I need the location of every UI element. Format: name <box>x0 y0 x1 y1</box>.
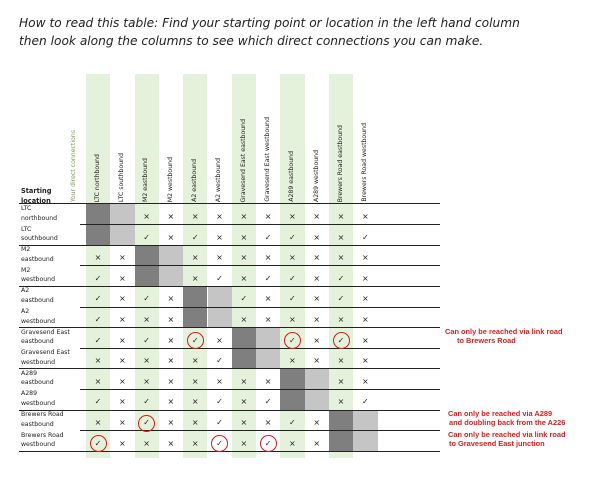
check-mark: ✓ <box>289 418 296 427</box>
highlight-circle <box>138 415 155 432</box>
cross-mark: × <box>264 315 272 324</box>
intro-text <box>19 14 589 50</box>
row-label-line-1: A289 <box>21 390 38 398</box>
check-mark: ✓ <box>240 294 248 304</box>
column-header-label: Gravesend East eastbound <box>239 118 247 202</box>
note-3-line-2: to Gravesend East junction <box>449 439 545 448</box>
self-connection-block <box>329 431 353 452</box>
check-mark: ✓ <box>191 232 199 242</box>
self-connection-block <box>305 369 329 390</box>
row-rule <box>19 451 440 452</box>
cross-mark: × <box>313 212 321 221</box>
cross-mark: × <box>216 335 223 345</box>
check-mark: ✓ <box>264 273 272 283</box>
column-header <box>208 78 232 202</box>
check-mark: ✓ <box>216 438 223 448</box>
row-label-line-2: eastbound <box>21 338 54 346</box>
check-mark: ✓ <box>337 335 345 345</box>
column-header-label: A289 eastbound <box>288 151 296 202</box>
check-mark: ✓ <box>94 294 102 304</box>
check-mark: ✓ <box>361 397 369 407</box>
note-3-line-1: Can only be reached via link road <box>448 430 566 439</box>
column-header-label: M2 westbound <box>166 156 174 202</box>
note-2-line-1: Can only be reached via A289 <box>448 409 553 418</box>
cross-mark: × <box>361 273 369 283</box>
cross-mark: × <box>143 315 150 324</box>
row-label-line-1: M2 <box>21 246 31 254</box>
column-header <box>159 78 183 202</box>
check-mark: ✓ <box>264 397 272 407</box>
row-label-line-2: westbound <box>21 399 56 407</box>
cross-mark: × <box>167 438 175 448</box>
cross-mark: × <box>191 212 199 221</box>
cross-mark: × <box>337 212 345 221</box>
cross-mark: × <box>240 273 248 283</box>
cross-mark: × <box>167 376 175 386</box>
intro-line-1: How to read this table: Find your starting point or location in the left hand column <box>19 16 520 30</box>
check-mark: ✓ <box>216 273 223 283</box>
intro-line-2: then look along the columns to see which direct connections you can make. <box>19 34 484 48</box>
highlight-circle <box>211 435 228 452</box>
direct-connections-label: Your direct connections <box>69 129 77 202</box>
cross-mark: × <box>313 418 321 427</box>
cross-mark: × <box>361 315 369 324</box>
row-rule <box>19 410 440 411</box>
check-mark: ✓ <box>143 294 150 304</box>
cross-mark: × <box>94 253 102 263</box>
check-mark: ✓ <box>143 335 150 345</box>
row-rule <box>80 348 440 349</box>
self-connection-block <box>280 369 304 390</box>
column-header <box>183 78 207 202</box>
row-rule <box>19 327 440 328</box>
check-mark: ✓ <box>94 397 102 407</box>
row-rule <box>19 286 440 287</box>
highlight-circle <box>284 332 301 349</box>
check-mark: ✓ <box>361 232 369 242</box>
cross-mark: × <box>240 315 248 324</box>
column-header-label: LTC southbound <box>118 152 126 202</box>
highlight-circle <box>260 435 277 452</box>
cross-mark: × <box>118 294 126 304</box>
row-rule <box>19 245 440 246</box>
self-connection-block <box>232 348 256 369</box>
cross-mark: × <box>191 376 199 386</box>
cross-mark: × <box>143 376 150 386</box>
cross-mark: × <box>118 397 126 407</box>
column-header-label: A2 westbound <box>215 157 223 202</box>
check-mark: ✓ <box>143 232 150 242</box>
cross-mark: × <box>191 356 199 366</box>
cross-mark: × <box>191 273 199 283</box>
cross-mark: × <box>289 315 296 324</box>
check-mark: ✓ <box>94 273 102 283</box>
cross-mark: × <box>313 438 321 448</box>
cross-mark: × <box>264 418 272 427</box>
cross-mark: × <box>94 418 102 427</box>
column-header <box>280 78 304 202</box>
cross-mark: × <box>313 273 321 283</box>
cross-mark: × <box>216 253 223 263</box>
check-mark: ✓ <box>264 438 272 448</box>
self-connection-block <box>110 204 134 225</box>
check-mark: ✓ <box>337 273 345 283</box>
self-connection-block <box>353 410 377 431</box>
cross-mark: × <box>167 418 175 427</box>
cross-mark: × <box>361 376 369 386</box>
self-connection-block <box>159 266 183 287</box>
cross-mark: × <box>143 356 150 366</box>
check-mark: ✓ <box>191 335 199 345</box>
row-label-line-1: A2 <box>21 287 30 295</box>
column-header <box>232 78 256 202</box>
cross-mark: × <box>264 376 272 386</box>
row-rule <box>80 389 440 390</box>
check-mark: ✓ <box>94 438 102 448</box>
direct-connections-header <box>62 78 86 202</box>
self-connection-block <box>86 204 110 225</box>
self-connection-block <box>208 307 232 328</box>
cross-mark: × <box>191 438 199 448</box>
row-label-line-1: Gravesend East <box>21 349 70 357</box>
cross-mark: × <box>313 294 321 304</box>
row-label-line-2: westbound <box>21 276 56 284</box>
cross-mark: × <box>167 397 175 407</box>
row-rule <box>80 265 440 266</box>
cross-mark: × <box>118 315 126 324</box>
row-label-line-2: eastbound <box>21 296 54 304</box>
row-label-line-1: A2 <box>21 308 30 315</box>
self-connection-block <box>159 245 183 266</box>
cross-mark: × <box>216 232 223 242</box>
cross-mark: × <box>337 356 345 366</box>
row-rule <box>80 224 440 225</box>
self-connection-block <box>183 286 207 307</box>
row-label-line-2: westbound <box>21 317 56 325</box>
cross-mark: × <box>167 315 175 324</box>
cross-mark: × <box>143 438 150 448</box>
cross-mark: × <box>313 253 321 263</box>
self-connection-block <box>232 328 256 349</box>
cross-mark: × <box>240 397 248 407</box>
highlight-circle <box>333 332 350 349</box>
cross-mark: × <box>240 232 248 242</box>
check-mark: ✓ <box>289 294 296 304</box>
check-mark: ✓ <box>143 418 150 427</box>
row-rule <box>80 307 440 308</box>
cross-mark: × <box>191 418 199 427</box>
row-label-line-2: westbound <box>21 441 56 449</box>
check-mark: ✓ <box>289 335 296 345</box>
cross-mark: × <box>191 397 199 407</box>
check-mark: ✓ <box>337 294 345 304</box>
cross-mark: × <box>240 212 248 221</box>
cross-mark: × <box>361 335 369 345</box>
check-mark: ✓ <box>216 397 223 407</box>
cross-mark: × <box>94 376 102 386</box>
cross-mark: × <box>240 418 248 427</box>
row-label-line-2: eastbound <box>21 379 54 387</box>
cross-mark: × <box>313 232 321 242</box>
cross-mark: × <box>118 418 126 427</box>
column-header <box>86 78 110 202</box>
column-header <box>110 78 134 202</box>
cross-mark: × <box>337 376 345 386</box>
row-label-line-2: southbound <box>21 235 58 243</box>
cross-mark: × <box>337 253 345 263</box>
cross-mark: × <box>118 356 126 366</box>
cross-mark: × <box>313 315 321 324</box>
cross-mark: × <box>313 356 321 366</box>
row-label-line-1: Brewers Road <box>21 431 64 439</box>
cross-mark: × <box>264 253 272 263</box>
cross-mark: × <box>143 212 150 221</box>
table-top-rule <box>19 203 440 204</box>
cross-mark: × <box>167 212 175 221</box>
row-label-line-2: eastbound <box>21 420 54 428</box>
cross-mark: × <box>167 232 175 242</box>
cross-mark: × <box>167 335 175 345</box>
self-connection-block <box>353 431 377 452</box>
highlight-circle <box>90 435 107 452</box>
starting-location-line-1: Starting <box>21 187 52 195</box>
cross-mark: × <box>289 253 296 263</box>
column-header <box>329 78 353 202</box>
row-label-line-2: eastbound <box>21 255 54 263</box>
self-connection-block <box>208 286 232 307</box>
column-header-label: Brewers Road westbound <box>361 123 369 202</box>
cross-mark: × <box>289 212 296 221</box>
cross-mark: × <box>361 294 369 304</box>
cross-mark: × <box>361 212 369 221</box>
self-connection-block <box>256 348 280 369</box>
self-connection-block <box>305 389 329 410</box>
check-mark: ✓ <box>264 232 272 242</box>
row-rule <box>19 368 440 369</box>
row-label-line-2: westbound <box>21 358 56 366</box>
cross-mark: × <box>264 212 272 221</box>
column-header-label: A289 westbound <box>312 149 320 202</box>
check-mark: ✓ <box>289 273 296 283</box>
column-header-label: Brewers Road eastbound <box>336 124 344 202</box>
cross-mark: × <box>289 356 296 366</box>
check-mark: ✓ <box>94 315 102 324</box>
cross-mark: × <box>167 294 175 304</box>
self-connection-block <box>86 225 110 246</box>
cross-mark: × <box>118 376 126 386</box>
row-label-line-1: LTC <box>21 225 32 233</box>
cross-mark: × <box>118 253 126 263</box>
row-label-line-1: LTC <box>21 205 32 212</box>
cross-mark: × <box>118 335 126 345</box>
self-connection-block <box>135 245 159 266</box>
cross-mark: × <box>94 356 102 366</box>
column-header-label: M2 eastbound <box>142 158 150 202</box>
row-label-line-1: M2 <box>21 266 31 274</box>
cross-mark: × <box>240 253 248 263</box>
cross-mark: × <box>313 335 321 345</box>
row-label-line-1: Brewers Road <box>21 411 64 418</box>
column-header-label: LTC northbound <box>93 153 101 202</box>
cross-mark: × <box>361 253 369 263</box>
self-connection-block <box>183 307 207 328</box>
self-connection-block <box>135 266 159 287</box>
column-header-label: A2 eastbound <box>191 159 199 202</box>
cross-mark: × <box>118 438 126 448</box>
row-label-line-2: northbound <box>21 214 58 222</box>
column-header <box>256 78 280 202</box>
column-header <box>353 78 377 202</box>
check-mark: ✓ <box>94 335 102 345</box>
self-connection-block <box>110 225 134 246</box>
row-rule <box>80 430 440 431</box>
cross-mark: × <box>216 212 223 221</box>
cross-mark: × <box>167 356 175 366</box>
cross-mark: × <box>337 315 345 324</box>
column-header <box>305 78 329 202</box>
cross-mark: × <box>289 438 296 448</box>
highlight-circle <box>187 332 204 349</box>
cross-mark: × <box>361 356 369 366</box>
cross-mark: × <box>191 253 199 263</box>
note-1-line-2: to Brewers Road <box>457 336 516 345</box>
column-header <box>135 78 159 202</box>
cross-mark: × <box>264 294 272 304</box>
note-2-line-2: and doubling back from the A226 <box>449 418 566 427</box>
cross-mark: × <box>216 376 223 386</box>
note-1-line-1: Can only be reached via link road <box>445 327 563 336</box>
starting-location-line-2: location <box>21 197 51 205</box>
self-connection-block <box>329 410 353 431</box>
check-mark: ✓ <box>216 356 223 366</box>
cross-mark: × <box>118 273 126 283</box>
self-connection-block <box>280 389 304 410</box>
cross-mark: × <box>337 397 345 407</box>
cross-mark: × <box>337 232 345 242</box>
column-header-label: Gravesend East westbound <box>263 117 271 202</box>
cross-mark: × <box>240 438 248 448</box>
row-label-line-1: Gravesend East <box>21 328 70 336</box>
self-connection-block <box>256 328 280 349</box>
check-mark: ✓ <box>143 397 150 407</box>
check-mark: ✓ <box>216 418 223 427</box>
cross-mark: × <box>240 376 248 386</box>
row-label-line-1: A289 <box>21 369 38 377</box>
check-mark: ✓ <box>289 232 296 242</box>
